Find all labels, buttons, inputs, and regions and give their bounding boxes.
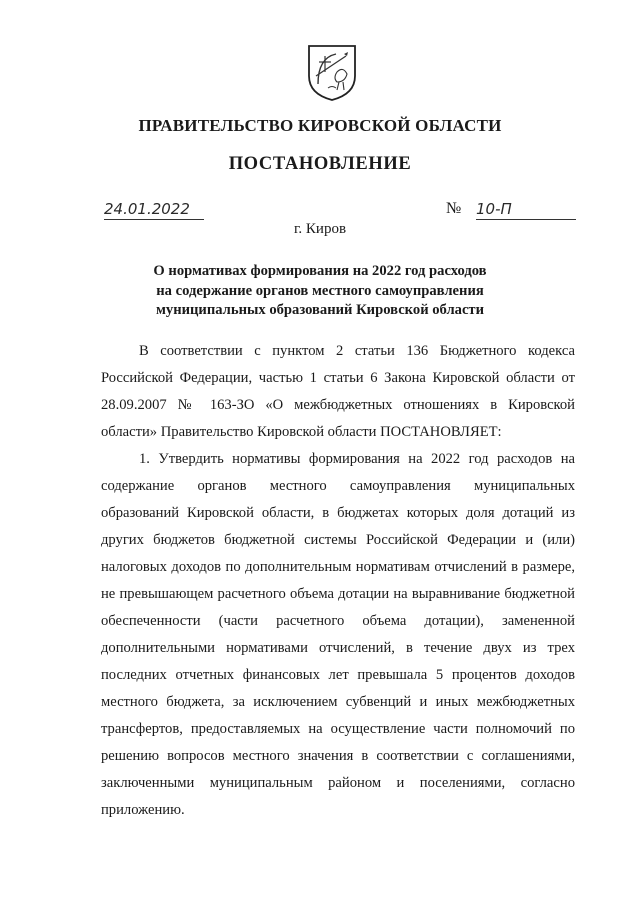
body-paragraph: 1. Утвердить нормативы формирования на 2022 год расходов на содержание органов местного самоуправления муниципальных образований Кировской области, в бюджетах которых доля дотаций из других бюджетов бюджетной системы Российской Федерации и (или) налоговых доходов по дополнительным нормативам отчислений в размере, не превышающем расчетного объема дотации на выравнивание бюджетной обеспеченности (части расчетного объема дотации), замененной дополнительными нормативами отчислений, в течение двух из трех последних отчетных финансовых лет превышала 5 процентов доходов местного бюджета, за исключением субвенций и иных межбюджетных трансфертов, предоставляемых на осуществление части полномочий по решению вопросов местного значения в соответствии с соглашениями, заключенными муниципальным районом и поселениями, согласно приложению.: [101, 451, 575, 818]
title-line: О нормативах формирования на 2022 год расходов: [153, 263, 487, 279]
document-body: [101, 338, 575, 824]
document-type: ПОСТАНОВЛЕНИЕ: [228, 154, 412, 174]
number-sign: №: [446, 200, 462, 217]
document-number: [446, 200, 576, 220]
document-title: [120, 262, 520, 321]
body-paragraph: В соответствии с пунктом 2 статьи 136 Бюджетного кодекса Российской Федерации, частью 1 статьи 6 Закона Кировской области от 28.09.2007 № 163-ЗО «О межбюджетных отношениях в Кировской области» Правительство Кировской области ПОСТАНОВЛЯЕТ:: [101, 343, 575, 440]
document-date: 24.01.2022: [104, 200, 204, 220]
title-line: муниципальных образований Кировской области: [155, 302, 485, 318]
number-value: 10-П: [476, 200, 576, 220]
city: г. Киров: [293, 221, 347, 237]
coat-of-arms-icon: [306, 42, 358, 102]
organization-name: ПРАВИТЕЛЬСТВО КИРОВСКОЙ ОБЛАСТИ: [138, 116, 502, 135]
title-line: на содержание органов местного самоуправления: [156, 282, 484, 299]
